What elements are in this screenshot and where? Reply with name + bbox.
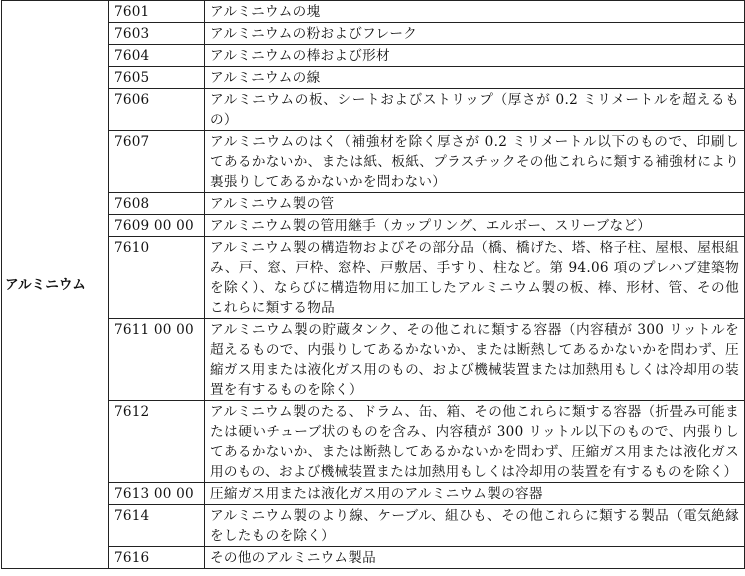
table-row [2, 319, 745, 401]
hs-description: アルミニウムの塊 [205, 1, 745, 23]
table-row [2, 483, 745, 505]
table-row [2, 131, 745, 193]
hs-code: 7609 00 00 [109, 215, 205, 237]
table-row [2, 1, 745, 23]
hs-description: アルミニウム製の管 [205, 193, 745, 215]
hs-code: 7607 [109, 131, 205, 193]
table-row [2, 401, 745, 483]
hs-code: 7608 [109, 193, 205, 215]
table-row [2, 67, 745, 89]
hs-code-table [1, 0, 745, 569]
table-row [2, 237, 745, 319]
hs-description: アルミニウムの棒および形材 [205, 45, 745, 67]
hs-description: アルミニウム製の管用継手（カップリング、エルボー、スリーブなど） [205, 215, 745, 237]
hs-description: アルミニウムの板、シートおよびストリップ（厚さが 0.2 ミリメートルを超えるもの） [205, 89, 745, 131]
table-row [2, 23, 745, 45]
hs-description: アルミニウム製のたる、ドラム、缶、箱、その他これらに類する容器（折畳み可能または硬いチューブ状のものを含み、内容積が 300 リットル以下のもので、内張りしてあるかないか、または断熱してあるかないかを問わず、圧縮ガス用または液化ガス用のもの、および機械装置または加熱用もしくは冷却用の装置を有するものを除く） [205, 401, 745, 483]
table-row [2, 45, 745, 67]
hs-description: アルミニウム製のより線、ケーブル、組ひも、その他これらに類する製品（電気絶縁をしたものを除く） [205, 505, 745, 547]
category-cell: アルミニウム [2, 1, 109, 569]
table-row [2, 193, 745, 215]
table-row [2, 215, 745, 237]
hs-code: 7606 [109, 89, 205, 131]
table-row [2, 547, 745, 569]
hs-description: その他のアルミニウム製品 [205, 547, 745, 569]
hs-code: 7614 [109, 505, 205, 547]
hs-code: 7603 [109, 23, 205, 45]
hs-description: アルミニウムのはく（補強材を除く厚さが 0.2 ミリメートル以下のもので、印刷してあるかないか、または紙、板紙、プラスチックその他これらに類する補強材により裏張りしてあるかないかを問わない） [205, 131, 745, 193]
hs-code: 7612 [109, 401, 205, 483]
hs-description: アルミニウムの粉およびフレーク [205, 23, 745, 45]
hs-description: 圧縮ガス用または液化ガス用のアルミニウム製の容器 [205, 483, 745, 505]
table-row [2, 505, 745, 547]
hs-code: 7613 00 00 [109, 483, 205, 505]
hs-code: 7601 [109, 1, 205, 23]
hs-code: 7610 [109, 237, 205, 319]
hs-code: 7605 [109, 67, 205, 89]
table-row [2, 89, 745, 131]
hs-description: アルミニウム製の構造物およびその部分品（橋、橋げた、塔、格子柱、屋根、屋根組み、戸、窓、戸枠、窓枠、戸敷居、手すり、柱など。第 94.06 項のプレハブ建築物を除く）、ならびに構造物用に加工したアルミニウム製の板、棒、形材、管、その他これらに類する物品 [205, 237, 745, 319]
hs-code: 7604 [109, 45, 205, 67]
hs-description: アルミニウムの線 [205, 67, 745, 89]
hs-description: アルミニウム製の貯蔵タンク、その他これに類する容器（内容積が 300 リットルを超えるもので、内張りしてあるかないか、または断熱してあるかないかを問わず、圧縮ガス用または液化ガス用のもの、および機械装置または加熱用もしくは冷却用の装置を有するものを除く） [205, 319, 745, 401]
hs-code: 7616 [109, 547, 205, 569]
hs-code: 7611 00 00 [109, 319, 205, 401]
